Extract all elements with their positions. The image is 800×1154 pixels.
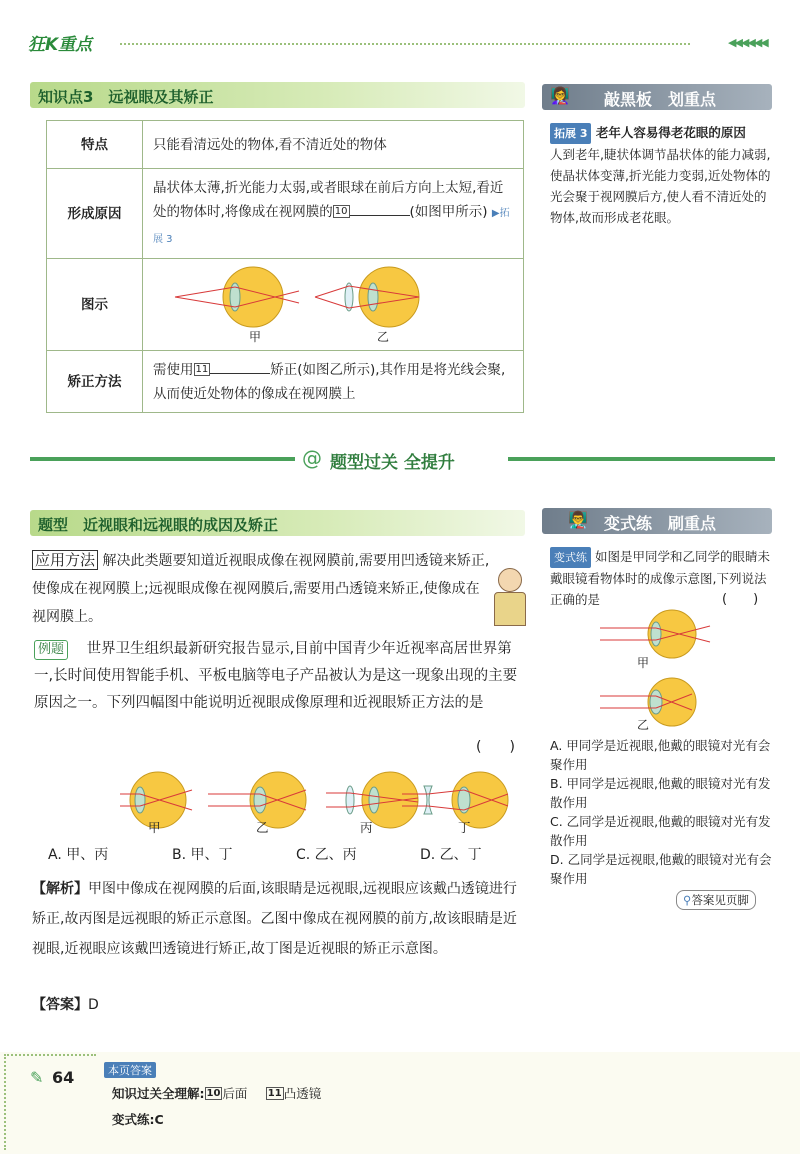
swirl-icon: @ bbox=[302, 446, 322, 470]
blackboard-subtitle: 老年人容易得老花眼的原因 bbox=[595, 125, 746, 140]
variant-tag: 变式练 bbox=[550, 547, 591, 568]
footer bbox=[0, 1052, 800, 1154]
table-row bbox=[47, 259, 524, 351]
qtype-title-bar bbox=[30, 510, 525, 536]
blackboard-body bbox=[550, 122, 772, 228]
fig-label-b: 乙 bbox=[377, 330, 390, 344]
answer-blank[interactable] bbox=[210, 358, 270, 374]
option-c[interactable]: C. 乙、丙 bbox=[296, 847, 357, 863]
footer-label: 本页答案 bbox=[104, 1062, 156, 1078]
table-row bbox=[47, 351, 524, 413]
variant-paren[interactable]: ( ) bbox=[722, 592, 759, 607]
pencil-icon: ✎ bbox=[30, 1068, 44, 1087]
blackboard-text: 人到老年,睫状体调节晶状体的能力减弱,使晶状体变薄,折光能力变弱,近处物体的光会聚于视网膜后方,使人看不清近处的物体,故而形成老花眼。 bbox=[550, 147, 771, 225]
footer-num-10: 10 bbox=[206, 1088, 221, 1099]
table-row bbox=[47, 169, 524, 259]
variant-options bbox=[550, 736, 772, 888]
fig-label: 丁 bbox=[458, 820, 471, 835]
row-content bbox=[143, 169, 524, 259]
eye-diagram-a bbox=[175, 267, 299, 327]
blackboard-header bbox=[542, 84, 772, 110]
divider-line-left bbox=[30, 457, 295, 461]
example-paren[interactable]: ( ) bbox=[476, 739, 515, 755]
row-label: 矫正方法 bbox=[47, 351, 143, 413]
variant-title: 变式练 刷重点 bbox=[604, 514, 717, 533]
section-divider bbox=[30, 446, 775, 472]
answer-hint-label: 答案见页脚 bbox=[691, 893, 749, 907]
analysis-text: 甲图中像成在视网膜的后面,该眼睛是远视眼,远视眼应该戴凸透镜进行矫正,故丙图是远视眼的矫正示意图。乙图中像成在视网膜的前方,故该眼睛是近视眼,近视眼应该戴凹透镜进行矫正,故丁图是近视眼的矫正示意图。 bbox=[32, 881, 517, 957]
example-text: 世界卫生组织最新研究报告显示,目前中国青少年近视率高居世界第一,长时间使用智能手机、平板电脑等电子产品被认为是这一现象出现的主要原因之一。下列四幅图中能说明近视眼成像原理和近视眼矫正方法的是 bbox=[34, 641, 518, 711]
footer-num-11: 11 bbox=[267, 1088, 282, 1099]
row-content bbox=[143, 351, 524, 413]
footer-line-1 bbox=[112, 1084, 321, 1102]
extension-link[interactable]: ▶拓展 3 bbox=[153, 207, 510, 245]
thinking-character-icon bbox=[492, 568, 528, 626]
blank-number: 11 bbox=[195, 363, 209, 375]
option-b[interactable]: B. 甲、丁 bbox=[172, 847, 233, 863]
variant-stem-text: 如图是甲同学和乙同学的眼睛未戴眼镜看物体时的成像示意图,下列说法正确的是 bbox=[550, 549, 770, 607]
teacher-icon: 👨‍🏫 bbox=[568, 510, 588, 529]
cause-text: 晶状体太薄,折光能力太弱,或者眼球在前后方向上太短,看近处的物体时,将像成在视网膜的 bbox=[153, 179, 504, 220]
diagram-cell bbox=[143, 259, 524, 351]
example-fig-labels bbox=[120, 818, 600, 836]
variant-header bbox=[542, 508, 772, 534]
header-dotted-line bbox=[120, 43, 690, 45]
page-header bbox=[28, 30, 778, 54]
footer-line-2: 变式练:C bbox=[112, 1112, 164, 1127]
header-arrows: ◀◀◀◀◀◀ bbox=[728, 36, 767, 49]
answer-value: D bbox=[88, 997, 99, 1013]
method-text: 解决此类题要知道近视眼成像在视网膜前,需要用凹透镜来矫正,使像成在视网膜上;远视眼成像在视网膜后,需要用凸透镜来矫正,使像成在视网膜上。 bbox=[32, 553, 490, 625]
option-a[interactable]: A. 甲、丙 bbox=[48, 847, 109, 863]
method-block bbox=[32, 546, 492, 631]
logo: 狂K重点 bbox=[28, 35, 93, 55]
page-number: 64 bbox=[52, 1068, 75, 1087]
footer-line1-label: 知识过关全理解: bbox=[112, 1086, 205, 1101]
blank-number: 10 bbox=[334, 205, 348, 217]
fig-label: 乙 bbox=[256, 820, 269, 835]
knowledge-title: 知识点3 远视眼及其矫正 bbox=[38, 88, 214, 106]
variant-fig-label-b: 乙 bbox=[637, 718, 650, 732]
extension-tag: 拓展 3 bbox=[550, 123, 591, 144]
variant-option-a[interactable]: A. 甲同学是近视眼,他戴的眼镜对光有会聚作用 bbox=[550, 738, 771, 772]
divider-title: 题型过关 全提升 bbox=[330, 453, 455, 473]
qtype-title: 题型 近视眼和远视眼的成因及矫正 bbox=[38, 516, 279, 534]
method-text: 需使用 bbox=[153, 361, 194, 378]
fig-label: 丙 bbox=[360, 820, 373, 835]
teacher-icon: 👩‍🏫 bbox=[550, 86, 570, 105]
footer-answer-10: 后面 bbox=[222, 1086, 248, 1101]
blackboard-title-line bbox=[550, 122, 772, 144]
table-row bbox=[47, 121, 524, 169]
row-label: 形成原因 bbox=[47, 169, 143, 259]
fig-label: 甲 bbox=[148, 820, 161, 835]
divider-line-right bbox=[508, 457, 775, 461]
row-label: 特点 bbox=[47, 121, 143, 169]
analysis-label: 【解析】 bbox=[32, 881, 88, 897]
variant-option-c[interactable]: C. 乙同学是近视眼,他戴的眼镜对光有发散作用 bbox=[550, 814, 771, 848]
row-content: 只能看清远处的物体,看不清近处的物体 bbox=[143, 121, 524, 169]
variant-option-b[interactable]: B. 甲同学是远视眼,他戴的眼镜对光有发散作用 bbox=[550, 776, 771, 810]
eye-diagram-b bbox=[315, 267, 419, 327]
row-label: 图示 bbox=[47, 259, 143, 351]
hyperopia-diagram bbox=[163, 261, 523, 349]
answer-hint[interactable] bbox=[676, 890, 756, 910]
answer-line bbox=[32, 994, 99, 1014]
variant-fig-label-a: 甲 bbox=[637, 656, 650, 670]
knowledge-title-bar bbox=[30, 82, 525, 108]
cause-text-end: (如图甲所示) bbox=[409, 203, 488, 220]
blackboard-title: 敲黑板 划重点 bbox=[604, 90, 717, 109]
footer-answer-11: 凸透镜 bbox=[283, 1086, 322, 1101]
knowledge-table bbox=[46, 120, 524, 413]
method-text-end: 矫正(如图乙所示),其作用是将光线会聚,从而使近处物体的像成在视网膜上 bbox=[153, 361, 506, 402]
method-label: 应用方法 bbox=[32, 550, 98, 570]
example-options bbox=[48, 844, 508, 864]
fig-label-a: 甲 bbox=[249, 330, 262, 344]
key-icon: ⚲ bbox=[683, 893, 692, 907]
footer-dotted-line bbox=[4, 1054, 96, 1056]
example-stem bbox=[34, 636, 524, 717]
footer-corner-line bbox=[4, 1054, 6, 1150]
option-d[interactable]: D. 乙、丁 bbox=[420, 847, 482, 863]
variant-option-d[interactable]: D. 乙同学是远视眼,他戴的眼镜对光有会聚作用 bbox=[550, 852, 772, 886]
answer-blank[interactable] bbox=[350, 200, 410, 216]
example-tag: 例题 bbox=[34, 640, 68, 660]
answer-label: 【答案】 bbox=[32, 997, 88, 1013]
variant-eye-a bbox=[600, 610, 710, 658]
analysis-block bbox=[32, 874, 522, 964]
